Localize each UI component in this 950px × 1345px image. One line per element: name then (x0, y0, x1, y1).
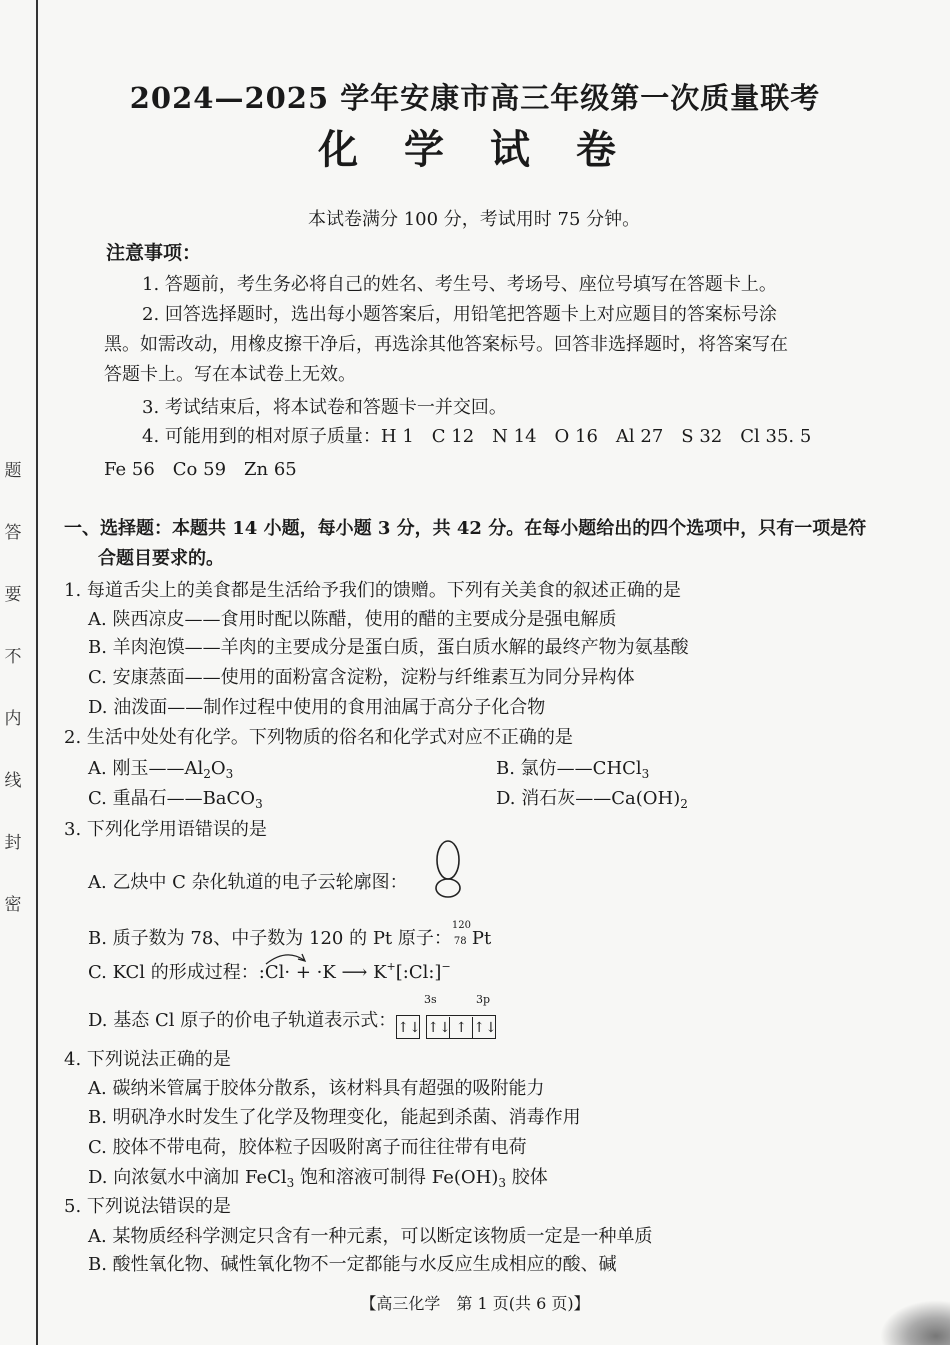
notes-heading: 注意事项： (106, 242, 202, 264)
question-1-option-d: D. 油泼面——制作过程中使用的食用油属于高分子化合物 (88, 697, 546, 718)
side-char: 不 (4, 647, 22, 667)
question-3-stem: 3. 下列化学用语错误的是 (64, 819, 267, 840)
orbital-label-3p: 3p (476, 993, 491, 1006)
section-1-heading: 一、选择题：本题共 14 小题，每小题 3 分，共 42 分。在每小题给出的四个选项中，只有一项是符 (64, 518, 867, 539)
question-2-option-b (496, 754, 649, 781)
question-3-option-a: A. 乙炔中 C 杂化轨道的电子云轮廓图： (88, 872, 408, 893)
side-char: 内 (4, 709, 22, 729)
element-symbol: Pt (471, 928, 492, 949)
subscript: 3 (225, 767, 234, 781)
mass-number: 120 (451, 920, 471, 931)
note-2-line-3: 答题卡上。写在本试卷上无效。 (104, 364, 356, 385)
orbital-cell: ↑↓ (473, 1020, 497, 1036)
question-2-option-d (496, 784, 688, 811)
note-2-line-1: 2. 回答选择题时，选出每小题答案后，用铅笔把答题卡上对应题目的答案标号涂 (142, 304, 777, 325)
question-1-option-c: C. 安康蒸面——使用的面粉富含淀粉，淀粉与纤维素互为同分异构体 (88, 667, 635, 688)
question-3-option-b (88, 920, 492, 950)
subscript: 3 (641, 767, 650, 781)
section-1-heading-cont: 合题目要求的。 (98, 548, 224, 569)
formula-text: D. 向浓氨水中滴加 FeCl (88, 1167, 287, 1188)
formula-text: B. 氯仿——CHCl (496, 758, 642, 779)
side-char: 答 (4, 523, 22, 543)
binding-margin-text (2, 440, 24, 936)
formula-text: 胶体 (506, 1167, 548, 1188)
orbital-cell: ↑↓ (427, 1017, 450, 1039)
question-4-stem: 4. 下列说法正确的是 (64, 1049, 231, 1070)
question-1-option-b: B. 羊肉泡馍——羊肉的主要成分是蛋白质，蛋白质水解的最终产物为氨基酸 (88, 637, 689, 658)
option-c-text: C. KCl 的形成过程： (88, 962, 259, 983)
formula-text: C. 重晶石——BaCO (88, 788, 256, 809)
side-char: 密 (4, 895, 22, 915)
atomic-number: 78 (453, 936, 467, 947)
exam-title: 2024—2025 学年安康市高三年级第一次质量联考 (129, 81, 821, 115)
chloride-dot-structure: [:Cl:] (395, 962, 442, 983)
subscript: 2 (680, 797, 688, 811)
orbital-lobe-lower (436, 879, 460, 897)
binding-line (36, 0, 38, 1345)
page-footer: 【高三化学 第 1 页(共 6 页)】 (360, 1294, 590, 1313)
question-2-option-c (88, 784, 263, 811)
formula-text: O (210, 758, 226, 779)
side-char: 封 (4, 833, 22, 853)
note-1: 1. 答题前，考生务必将自己的姓名、考生号、考场号、座位号填写在答题卡上。 (142, 274, 777, 295)
question-4-option-c: C. 胶体不带电荷，胶体粒子因吸附离子而往往带有电荷 (88, 1137, 527, 1158)
superscript: + (386, 960, 396, 973)
subscript: 2 (203, 767, 211, 781)
question-2-option-a (88, 754, 233, 781)
subscript: 3 (286, 1176, 295, 1190)
reaction-text: + ·K ⟶ K (295, 962, 387, 983)
sp-orbital-diagram-icon (428, 838, 468, 920)
question-5-stem: 5. 下列说法错误的是 (64, 1196, 231, 1217)
note-4-line-1: 4. 可能用到的相对原子质量：H 1 C 12 N 14 O 16 Al 27 S 32 Cl 35. 5 (142, 426, 812, 447)
side-char: 线 (4, 771, 22, 791)
option-d-text: D. 基态 Cl 原子的价电子轨道表示式： (88, 1010, 397, 1031)
side-char: 题 (4, 461, 22, 481)
question-5-option-a: A. 某物质经科学测定只含有一种元素，可以断定该物质一定是一种单质 (88, 1226, 653, 1247)
superscript: − (441, 960, 451, 973)
orbital-cell: ↑ (450, 1017, 473, 1039)
question-1-option-a: A. 陕西凉皮——食用时配以陈醋，使用的醋的主要成分是强电解质 (88, 609, 617, 630)
electron-transfer-arrow-icon (262, 950, 310, 966)
orbital-cell: ↑↓ (397, 1020, 421, 1036)
subscript: 3 (255, 797, 263, 811)
scan-smudge (880, 1300, 950, 1345)
exam-intro: 本试卷满分 100 分，考试用时 75 分钟。 (308, 209, 641, 230)
question-2-stem: 2. 生活中处处有化学。下列物质的俗名和化学式对应不正确的是 (64, 727, 573, 748)
exam-subject: 化 学 试 卷 (318, 126, 632, 173)
question-4-option-d (88, 1163, 548, 1190)
option-b-text: B. 质子数为 78、中子数为 120 的 Pt 原子： (88, 928, 452, 949)
chlorine-dot-structure: :Cl· (258, 962, 291, 983)
nuclide-notation (451, 920, 472, 948)
question-4-option-a: A. 碳纳米管属于胶体分散系，该材料具有超强的吸附能力 (88, 1078, 545, 1099)
question-5-option-b: B. 酸性氧化物、碱性氧化物不一定都能与水反应生成相应的酸、碱 (88, 1254, 617, 1275)
formula-text: A. 刚玉——Al (88, 758, 204, 779)
subscript: 3 (498, 1176, 507, 1190)
note-4-line-2: Fe 56 Co 59 Zn 65 (104, 459, 297, 480)
orbital-label-3s: 3s (424, 993, 437, 1006)
question-3-option-d (88, 1006, 496, 1039)
question-1-stem: 1. 每道舌尖上的美食都是生活给予我们的馈赠。下列有关美食的叙述正确的是 (64, 580, 681, 601)
formula-text: 饱和溶液可制得 Fe(OH) (294, 1167, 499, 1188)
question-4-option-b: B. 明矾净水时发生了化学及物理变化，能起到杀菌、消毒作用 (88, 1107, 581, 1128)
orbital-box-3p (426, 1015, 496, 1039)
side-char: 要 (4, 585, 22, 605)
note-2-line-2: 黑。如需改动，用橡皮擦干净后，再选涂其他答案标号。回答非选择题时，将答案写在 (104, 334, 788, 355)
orbital-box-3s (396, 1015, 420, 1039)
orbital-lobe-upper (437, 841, 459, 879)
formula-text: D. 消石灰——Ca(OH) (496, 788, 681, 809)
note-3: 3. 考试结束后，将本试卷和答题卡一并交回。 (142, 397, 507, 418)
